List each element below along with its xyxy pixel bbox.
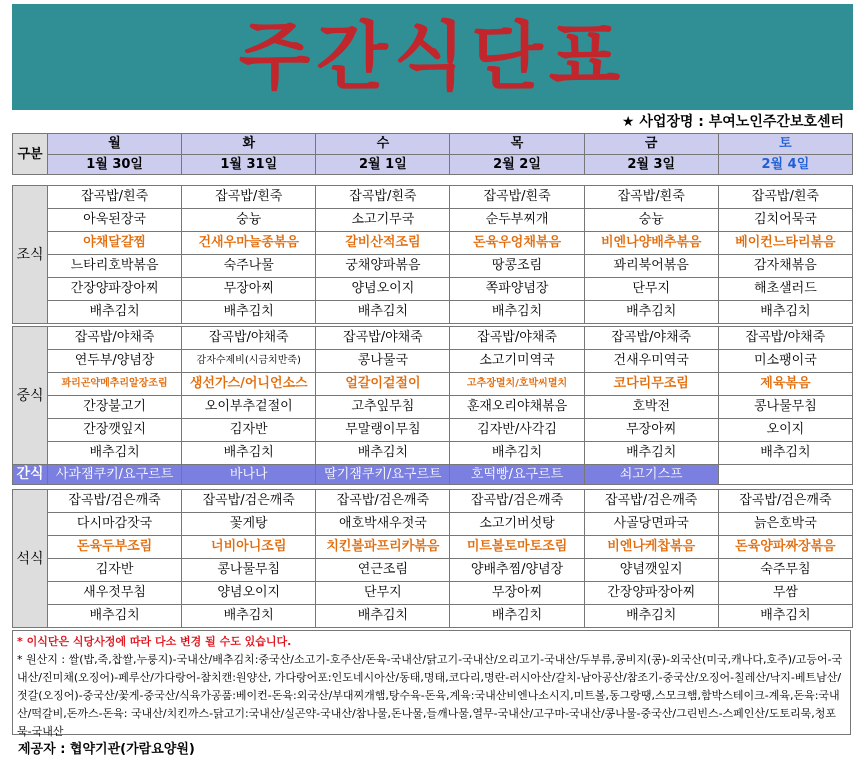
dinner-menu-item: 애호박새우젓국 (316, 513, 450, 536)
day-date: 2월 4일 (718, 154, 852, 175)
dinner-menu-item: 돈육두부조림 (48, 536, 182, 559)
breakfast-menu-item: 잡곡밥/흰죽 (450, 186, 584, 209)
lunch-menu-item: 배추김치 (48, 442, 182, 465)
day-date: 1월 30일 (48, 154, 182, 175)
breakfast-menu-item: 잡곡밥/흰죽 (316, 186, 450, 209)
day-date: 2월 1일 (316, 154, 450, 175)
notes-box (12, 630, 851, 738)
lunch-label: 중식 (13, 327, 48, 465)
breakfast-menu-item: 숭늉 (182, 209, 316, 232)
day-name: 월 (48, 134, 182, 155)
origin-info: * 원산지 : 쌀(밥,죽,찹쌀,누룽지)-국내산/배추김치:중국산/소고기-호주산/돈육-국내산/닭고기-국내산/오리고기-국내산/두부류,콩비지(콩)-외국산(미국,캐나다,호주)/고등어-국내산/진미채(오징어)-페루산/가다랑어-참치캔:원양산, 가다랑어포:인도네시아산/동태,명태,코다리,명란-러시아산/갈치-남아공산/참조기-중국산/오징어-칠레산/낙지-베트남산/젓갈(오징어)-중국산/꽃게-중국산/식육가공품:베이컨-돈육:외국산/부대찌개햄,탕수육-돈육,계육:국내산비엔나소시지,미트볼,동그랑땡,스모크햄,함박스테이크-계육,돈육:국내산/떡갈비,돈까스-돈육: 국내산/치킨까스-닭고기:국내산/실곤약-국내산/참나물,돈나물,들깨나물,열무-국내산/고구마-국내산/콩나물-중국산/그린빈스-스페인산/도토리묵,청포묵-국내산 (17, 653, 843, 738)
lunch-menu-item: 소고기미역국 (450, 350, 584, 373)
lunch-menu-item: 오이지 (718, 419, 852, 442)
dinner-menu-item: 배추김치 (48, 605, 182, 628)
day-name: 수 (316, 134, 450, 155)
dinner-menu-item: 잡곡밥/검은깨죽 (584, 490, 718, 513)
breakfast-menu-item: 배추김치 (316, 301, 450, 324)
dinner-menu-item: 잡곡밥/검은깨죽 (718, 490, 852, 513)
lunch-menu-item: 호박전 (584, 396, 718, 419)
dinner-menu-item: 잡곡밥/검은깨죽 (450, 490, 584, 513)
lunch-menu-item: 제육볶음 (718, 373, 852, 396)
lunch-menu-item: 콩나물국 (316, 350, 450, 373)
lunch-menu-item: 배추김치 (718, 442, 852, 465)
dinner-menu-item: 배추김치 (182, 605, 316, 628)
dinner-menu-item: 단무지 (316, 582, 450, 605)
dinner-table (12, 489, 853, 628)
breakfast-table (12, 185, 853, 324)
gubun-label: 구분 (13, 134, 48, 175)
day-name: 화 (182, 134, 316, 155)
lunch-menu-item: 연두부/양념장 (48, 350, 182, 373)
breakfast-menu-item: 비엔나양배추볶음 (584, 232, 718, 255)
dinner-menu-item: 미트볼토마토조림 (450, 536, 584, 559)
lunch-menu-item: 배추김치 (182, 442, 316, 465)
breakfast-menu-item: 무장아찌 (182, 278, 316, 301)
lunch-menu-item: 잡곡밥/야채죽 (182, 327, 316, 350)
lunch-menu-item: 간장불고기 (48, 396, 182, 419)
breakfast-menu-item: 잡곡밥/흰죽 (182, 186, 316, 209)
dinner-menu-item: 양념오이지 (182, 582, 316, 605)
breakfast-menu-item: 쪽파양념장 (450, 278, 584, 301)
snack-item: 사과잼쿠키/요구르트 (48, 465, 182, 485)
lunch-menu-item: 잡곡밥/야채죽 (316, 327, 450, 350)
lunch-menu-item: 꽈리곤약메추리알장조림 (48, 373, 182, 396)
breakfast-menu-item: 간장양파장아찌 (48, 278, 182, 301)
dinner-menu-item: 연근조림 (316, 559, 450, 582)
dinner-menu-item: 비엔나케찹볶음 (584, 536, 718, 559)
lunch-menu-item: 배추김치 (316, 442, 450, 465)
breakfast-menu-item: 궁채양파볶음 (316, 255, 450, 278)
dinner-menu-item: 꽃게탕 (182, 513, 316, 536)
lunch-menu-item: 무장아찌 (584, 419, 718, 442)
lunch-menu-item: 잡곡밥/야채죽 (48, 327, 182, 350)
title-banner (12, 4, 853, 110)
dinner-menu-item: 새우젓무침 (48, 582, 182, 605)
breakfast-label: 조식 (13, 186, 48, 324)
lunch-menu-item: 고추잎무침 (316, 396, 450, 419)
breakfast-menu-item: 잡곡밥/흰죽 (48, 186, 182, 209)
breakfast-menu-item: 양념오이지 (316, 278, 450, 301)
day-name: 토 (718, 134, 852, 155)
breakfast-menu-item: 배추김치 (718, 301, 852, 324)
breakfast-menu-item: 야채달걀찜 (48, 232, 182, 255)
breakfast-menu-item: 소고기무국 (316, 209, 450, 232)
dinner-menu-item: 배추김치 (316, 605, 450, 628)
snack-item: 호떡빵/요구르트 (450, 465, 584, 485)
dinner-label: 석식 (13, 490, 48, 628)
dinner-menu-item: 다시마감잣국 (48, 513, 182, 536)
breakfast-menu-item: 배추김치 (584, 301, 718, 324)
lunch-menu-item: 잡곡밥/야채죽 (584, 327, 718, 350)
lunch-menu-item: 오이부추겉절이 (182, 396, 316, 419)
lunch-menu-item: 콩나물무침 (718, 396, 852, 419)
breakfast-menu-item: 배추김치 (182, 301, 316, 324)
dinner-menu-item: 배추김치 (450, 605, 584, 628)
dinner-menu-item: 김자반 (48, 559, 182, 582)
lunch-menu-item: 고추장멸치/호박씨멸치 (450, 373, 584, 396)
dinner-menu-item: 잡곡밥/검은깨죽 (316, 490, 450, 513)
lunch-menu-item: 잡곡밥/야채죽 (718, 327, 852, 350)
breakfast-menu-item: 숙주나물 (182, 255, 316, 278)
day-name: 목 (450, 134, 584, 155)
lunch-table (12, 326, 853, 485)
lunch-menu-item: 훈재오리야채볶음 (450, 396, 584, 419)
dinner-menu-item: 숙주무침 (718, 559, 852, 582)
lunch-menu-item: 간장깻잎지 (48, 419, 182, 442)
facility-name: ★ 사업장명 : 부여노인주간보호센터 (621, 114, 844, 130)
lunch-menu-item: 건새우미역국 (584, 350, 718, 373)
lunch-menu-item: 생선가스/어니언소스 (182, 373, 316, 396)
dinner-menu-item: 너비아니조림 (182, 536, 316, 559)
breakfast-menu-item: 배추김치 (48, 301, 182, 324)
page-title: 주간식단표 (238, 14, 627, 100)
breakfast-menu-item: 느타리호박볶음 (48, 255, 182, 278)
breakfast-menu-item: 잡곡밥/흰죽 (718, 186, 852, 209)
breakfast-menu-item: 땅콩조림 (450, 255, 584, 278)
dinner-menu-item: 사골당면파국 (584, 513, 718, 536)
breakfast-menu-item: 해초샐러드 (718, 278, 852, 301)
day-date: 2월 3일 (584, 154, 718, 175)
snack-item: 쇠고기스프 (584, 465, 718, 485)
day-date: 1월 31일 (182, 154, 316, 175)
lunch-menu-item: 김자반 (182, 419, 316, 442)
breakfast-menu-item: 아욱된장국 (48, 209, 182, 232)
lunch-menu-item: 코다리무조림 (584, 373, 718, 396)
lunch-menu-item: 감자수제비(시금치반죽) (182, 350, 316, 373)
dinner-menu-item: 간장양파장아찌 (584, 582, 718, 605)
breakfast-menu-item: 단무지 (584, 278, 718, 301)
dinner-menu-item: 늙은호박국 (718, 513, 852, 536)
day-name: 금 (584, 134, 718, 155)
dinner-menu-item: 무장아찌 (450, 582, 584, 605)
breakfast-menu-item: 김치어묵국 (718, 209, 852, 232)
dinner-menu-item: 잡곡밥/검은깨죽 (182, 490, 316, 513)
dinner-menu-item: 돈육양파짜장볶음 (718, 536, 852, 559)
breakfast-menu-item: 배추김치 (450, 301, 584, 324)
dinner-menu-item: 치킨볼파프리카볶음 (316, 536, 450, 559)
day-date: 2월 2일 (450, 154, 584, 175)
breakfast-menu-item: 갈비산적조림 (316, 232, 450, 255)
snack-item: 딸기잼쿠키/요구르트 (316, 465, 450, 485)
breakfast-menu-item: 숭늉 (584, 209, 718, 232)
breakfast-menu-item: 잡곡밥/흰죽 (584, 186, 718, 209)
breakfast-menu-item: 돈육우엉채볶음 (450, 232, 584, 255)
dinner-menu-item: 배추김치 (718, 605, 852, 628)
snack-item: 바나나 (182, 465, 316, 485)
dinner-menu-item: 무쌈 (718, 582, 852, 605)
snack-label: 간식 (13, 465, 48, 485)
lunch-menu-item: 잡곡밥/야채죽 (450, 327, 584, 350)
lunch-menu-item: 얼갈이겉절이 (316, 373, 450, 396)
dinner-menu-item: 양배추찜/양념장 (450, 559, 584, 582)
notice-line: * 이식단은 식당사정에 따라 다소 변경 될 수도 있습니다. (17, 635, 292, 648)
provider: 제공자 : 협약기관(가람요양원) (18, 742, 195, 757)
dinner-menu-item: 잡곡밥/검은깨죽 (48, 490, 182, 513)
breakfast-menu-item: 건새우마늘종볶음 (182, 232, 316, 255)
header-table (12, 133, 853, 175)
dinner-menu-item: 양념깻잎지 (584, 559, 718, 582)
breakfast-menu-item: 꽈리북어볶음 (584, 255, 718, 278)
breakfast-menu-item: 순두부찌개 (450, 209, 584, 232)
dinner-menu-item: 소고기버섯탕 (450, 513, 584, 536)
breakfast-menu-item: 감자채볶음 (718, 255, 852, 278)
lunch-menu-item: 미소팽이국 (718, 350, 852, 373)
lunch-menu-item: 배추김치 (450, 442, 584, 465)
breakfast-menu-item: 베이컨느타리볶음 (718, 232, 852, 255)
dinner-menu-item: 콩나물무침 (182, 559, 316, 582)
lunch-menu-item: 김자반/사각김 (450, 419, 584, 442)
dinner-menu-item: 배추김치 (584, 605, 718, 628)
lunch-menu-item: 무말랭이무침 (316, 419, 450, 442)
lunch-menu-item: 배추김치 (584, 442, 718, 465)
snack-item (718, 465, 852, 485)
